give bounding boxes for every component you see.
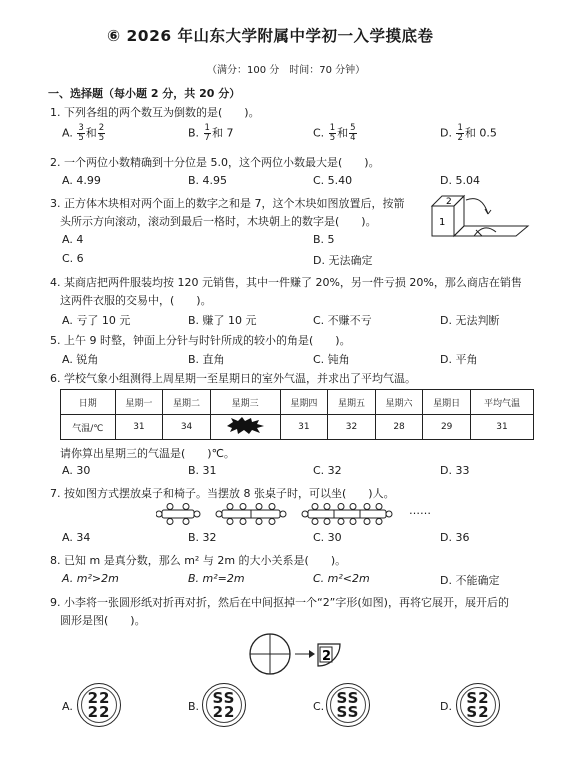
fraction: $\frac{3}{5}$ bbox=[78, 123, 84, 143]
q2-option-d[interactable]: D. 5.04 bbox=[440, 174, 480, 187]
q9-figure-a[interactable] bbox=[77, 683, 121, 727]
q7-option-b[interactable]: B. 32 bbox=[188, 531, 217, 544]
cube-front-number: 1 bbox=[439, 217, 446, 228]
table-cell: 32 bbox=[328, 415, 376, 440]
cut-pattern: SS SS bbox=[330, 687, 366, 723]
q5-option-b[interactable]: B. 直角 bbox=[188, 353, 225, 366]
cut-pattern: S2 S2 bbox=[460, 687, 496, 723]
ink-blot-cell bbox=[210, 415, 280, 440]
q4-option-d[interactable]: D. 无法判断 bbox=[440, 314, 500, 327]
q3-option-d[interactable]: D. 无法确定 bbox=[313, 254, 373, 267]
fraction: $\frac{2}{5}$ bbox=[98, 123, 105, 143]
table-header-cell: 日期 bbox=[61, 390, 116, 415]
q7-option-a[interactable]: A. 34 bbox=[62, 531, 91, 544]
q3-option-c[interactable]: C. 6 bbox=[62, 252, 84, 265]
q1-option-d[interactable]: D. $\frac{1}{2}$ 和 0.5 bbox=[440, 123, 497, 143]
table-two-icon bbox=[216, 504, 286, 525]
table-header-cell: 星期日 bbox=[423, 390, 471, 415]
folded-circle-figure bbox=[248, 630, 348, 680]
question-9-line-2: 圆形是图( )。 bbox=[60, 614, 146, 627]
q6-option-b[interactable]: B. 31 bbox=[188, 464, 217, 477]
q7-option-d[interactable]: D. 36 bbox=[440, 531, 470, 544]
cut-pattern: 22 22 bbox=[81, 687, 117, 723]
q4-option-c[interactable]: C. 不赚不亏 bbox=[313, 314, 372, 327]
q5-option-a[interactable]: A. 锐角 bbox=[62, 353, 99, 366]
q2-option-b[interactable]: B. 4.95 bbox=[188, 174, 228, 187]
q1-option-a[interactable]: A. $\frac{3}{5}$ 和 $\frac{2}{5}$ bbox=[62, 123, 105, 143]
question-6: 6. 学校气象小组测得上周星期一至星期日的室外气温，并求出了平均气温。 bbox=[50, 372, 416, 385]
q3-option-a[interactable]: A. 4 bbox=[62, 233, 84, 246]
table-cell: 34 bbox=[163, 415, 211, 440]
section-heading: 一、选择题（每小题 2 分，共 20 分） bbox=[48, 87, 241, 100]
q9-figure-b[interactable] bbox=[202, 683, 246, 727]
page-title: ⑥ 2026 年山东大学附属中学初一入学摸底卷 bbox=[107, 27, 434, 45]
table-three-icon bbox=[302, 504, 392, 525]
question-3-line-2: 头所示方向滚动，滚动到最后一格时，木块朝上的数字是( )。 bbox=[60, 215, 377, 228]
q5-option-c[interactable]: C. 钝角 bbox=[313, 353, 350, 366]
q9-option-c[interactable]: C. bbox=[313, 700, 325, 713]
table-cell: 31 bbox=[280, 415, 328, 440]
question-9-line-1: 9. 小李将一张圆形纸对折再对折，然后在中间抠掉一个“2”字形(如图)，再将它展开，展开后的 bbox=[50, 596, 509, 609]
q9-option-b[interactable]: B. bbox=[188, 700, 200, 713]
question-1: 1. 下列各组的两个数互为倒数的是( )。 bbox=[50, 106, 260, 119]
table-header-cell: 星期四 bbox=[280, 390, 328, 415]
question-4-line-1: 4. 某商店把两件服装均按 120 元销售，其中一件赚了 20%，另一件亏损 20%，那么商店在销售 bbox=[50, 276, 522, 289]
q4-option-b[interactable]: B. 赚了 10 元 bbox=[188, 314, 257, 327]
ink-blot-icon bbox=[225, 417, 265, 435]
q9-option-a[interactable]: A. bbox=[62, 700, 73, 713]
table-row-label: 气温/℃ bbox=[61, 415, 116, 440]
question-3-line-1: 3. 正方体木块相对两个面上的数字之和是 7，这个木块如图放置后，按箭 bbox=[50, 197, 405, 210]
tables-and-chairs-figure bbox=[156, 503, 406, 525]
q8-option-c[interactable]: C. m²<2m bbox=[313, 572, 370, 585]
q1-option-c[interactable]: C. $\frac{1}{5}$ 和 $\frac{5}{4}$ bbox=[313, 123, 356, 143]
q2-option-a[interactable]: A. 4.99 bbox=[62, 174, 101, 187]
q9-option-d[interactable]: D. bbox=[440, 700, 452, 713]
table-header-row bbox=[61, 390, 534, 415]
question-5: 5. 上午 9 时整，钟面上分针与时针所成的较小的角是( )。 bbox=[50, 334, 351, 347]
table-header-cell: 星期三 bbox=[210, 390, 280, 415]
table-cell: 31 bbox=[470, 415, 533, 440]
temperature-table bbox=[60, 389, 534, 440]
q1-option-b[interactable]: B. $\frac{1}{7}$ 和 7 bbox=[188, 123, 234, 143]
fraction: $\frac{1}{5}$ bbox=[329, 123, 336, 143]
q5-option-d[interactable]: D. 平角 bbox=[440, 353, 478, 366]
cut-shape-label: 2 bbox=[322, 649, 332, 664]
question-2: 2. 一个两位小数精确到十分位是 5.0，这个两位小数最大是( )。 bbox=[50, 156, 380, 169]
q7-option-c[interactable]: C. 30 bbox=[313, 531, 342, 544]
cube-top-number: 2 bbox=[446, 197, 452, 207]
rolling-cube-figure bbox=[424, 192, 530, 260]
table-one-icon bbox=[156, 504, 200, 525]
question-7: 7. 按如图方式摆放桌子和椅子。当摆放 8 张桌子时，可以坐( )人。 bbox=[50, 487, 395, 500]
fraction: $\frac{5}{4}$ bbox=[350, 123, 356, 143]
q6-option-c[interactable]: C. 32 bbox=[313, 464, 342, 477]
table-cell: 28 bbox=[375, 415, 423, 440]
q6-option-a[interactable]: A. 30 bbox=[62, 464, 91, 477]
page-subtitle: （满分：100 分 时间：70 分钟） bbox=[207, 65, 366, 76]
table-header-cell: 平均气温 bbox=[470, 390, 533, 415]
q2-option-c[interactable]: C. 5.40 bbox=[313, 174, 353, 187]
q4-option-a[interactable]: A. 亏了 10 元 bbox=[62, 314, 131, 327]
question-6-ask: 请你算出星期三的气温是( )℃。 bbox=[60, 447, 235, 460]
table-cell: 31 bbox=[115, 415, 163, 440]
q3-option-b[interactable]: B. 5 bbox=[313, 233, 335, 246]
question-4-line-2: 这两件衣服的交易中，( )。 bbox=[60, 294, 212, 307]
ellipsis: …… bbox=[409, 504, 431, 517]
table-header-cell: 星期五 bbox=[328, 390, 376, 415]
q8-option-d[interactable]: D. 不能确定 bbox=[440, 574, 500, 587]
q8-option-a[interactable]: A. m²>2m bbox=[62, 572, 119, 585]
q6-option-d[interactable]: D. 33 bbox=[440, 464, 470, 477]
table-header-cell: 星期一 bbox=[115, 390, 163, 415]
q8-option-b[interactable]: B. m²=2m bbox=[188, 572, 245, 585]
table-header-cell: 星期六 bbox=[375, 390, 423, 415]
table-row bbox=[61, 415, 534, 440]
fraction: $\frac{1}{7}$ bbox=[204, 123, 210, 143]
q9-figure-d[interactable] bbox=[456, 683, 500, 727]
cut-pattern: SS 22 bbox=[206, 687, 242, 723]
question-8: 8. 已知 m 是真分数，那么 m² 与 2m 的大小关系是( )。 bbox=[50, 554, 347, 567]
table-cell: 29 bbox=[423, 415, 471, 440]
q9-figure-c[interactable] bbox=[326, 683, 370, 727]
fraction: $\frac{1}{2}$ bbox=[457, 123, 463, 143]
table-header-cell: 星期二 bbox=[163, 390, 211, 415]
